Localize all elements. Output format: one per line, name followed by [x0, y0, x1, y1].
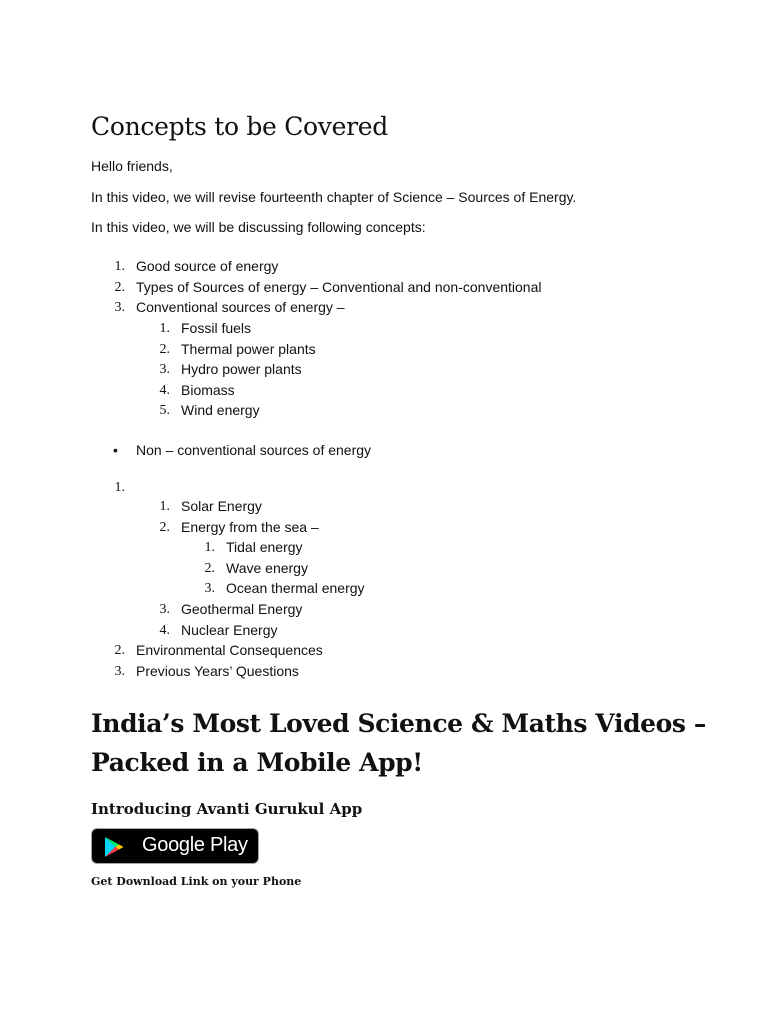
- list-item-number: 1.: [114, 259, 125, 274]
- greeting-text: Hello friends,: [91, 158, 173, 174]
- intro-line-1: In this video, we will revise fourteenth chapter of Science – Sources of Energy.: [91, 189, 577, 205]
- list-item-number: 2.: [114, 280, 125, 295]
- bullet-mark: •: [113, 442, 118, 458]
- nested-list-item: Wave energy: [226, 560, 308, 576]
- list-item-number: 3.: [114, 664, 125, 679]
- nested-list-item-number: 3.: [204, 581, 215, 596]
- introducing-app-text: Introducing Avanti Gurukul App: [91, 800, 363, 818]
- list-item: Previous Years’ Questions: [136, 663, 299, 679]
- nested-list-item: Ocean thermal energy: [226, 580, 365, 596]
- nested-list-item-number: 2.: [204, 561, 215, 576]
- bullet-item: Non – conventional sources of energy: [136, 442, 372, 458]
- sub-list-item-number: 4.: [159, 623, 170, 638]
- sub-list-item-number: 1.: [159, 499, 170, 514]
- sub-list-item: Thermal power plants: [181, 341, 316, 357]
- sub-list-item-number: 4.: [159, 383, 170, 398]
- google-play-icon: [102, 835, 126, 859]
- sub-list-item: Nuclear Energy: [181, 622, 278, 638]
- sub-list-item: Geothermal Energy: [181, 601, 303, 617]
- list-item-number: 3.: [114, 300, 125, 315]
- sub-list-item: Solar Energy: [181, 498, 262, 514]
- list-item: Environmental Consequences: [136, 642, 323, 658]
- list-item-number: 2.: [114, 643, 125, 658]
- list-item-number: 1.: [114, 480, 125, 495]
- sub-list-item-number: 3.: [159, 362, 170, 377]
- page-title: Concepts to be Covered: [91, 112, 388, 141]
- sub-list-item: Wind energy: [181, 402, 260, 418]
- sub-list-item-number: 2.: [159, 342, 170, 357]
- google-play-label: Google Play: [142, 834, 248, 856]
- nested-list-item-number: 1.: [204, 540, 215, 555]
- intro-line-2: In this video, we will be discussing following concepts:: [91, 219, 426, 235]
- sub-list-item-number: 1.: [159, 321, 170, 336]
- list-item: Conventional sources of energy –: [136, 299, 345, 315]
- download-link-text: Get Download Link on your Phone: [91, 875, 302, 888]
- list-item: Types of Sources of energy – Conventional and non-conventional: [136, 279, 542, 295]
- nested-list-item: Tidal energy: [226, 539, 303, 555]
- sub-list-item-number: 2.: [159, 520, 170, 535]
- promo-title: India’s Most Loved Science & Maths Videos – Packed in a Mobile App!: [91, 709, 707, 777]
- sub-list-item-number: 5.: [159, 403, 170, 418]
- sub-list-item: Fossil fuels: [181, 320, 252, 336]
- sub-list-item-number: 3.: [159, 602, 170, 617]
- sub-list-item: Hydro power plants: [181, 361, 302, 377]
- sub-list-item: Biomass: [181, 382, 235, 398]
- google-play-button[interactable]: [91, 828, 259, 864]
- sub-list-item: Energy from the sea –: [181, 519, 319, 535]
- list-item: Good source of energy: [136, 258, 279, 274]
